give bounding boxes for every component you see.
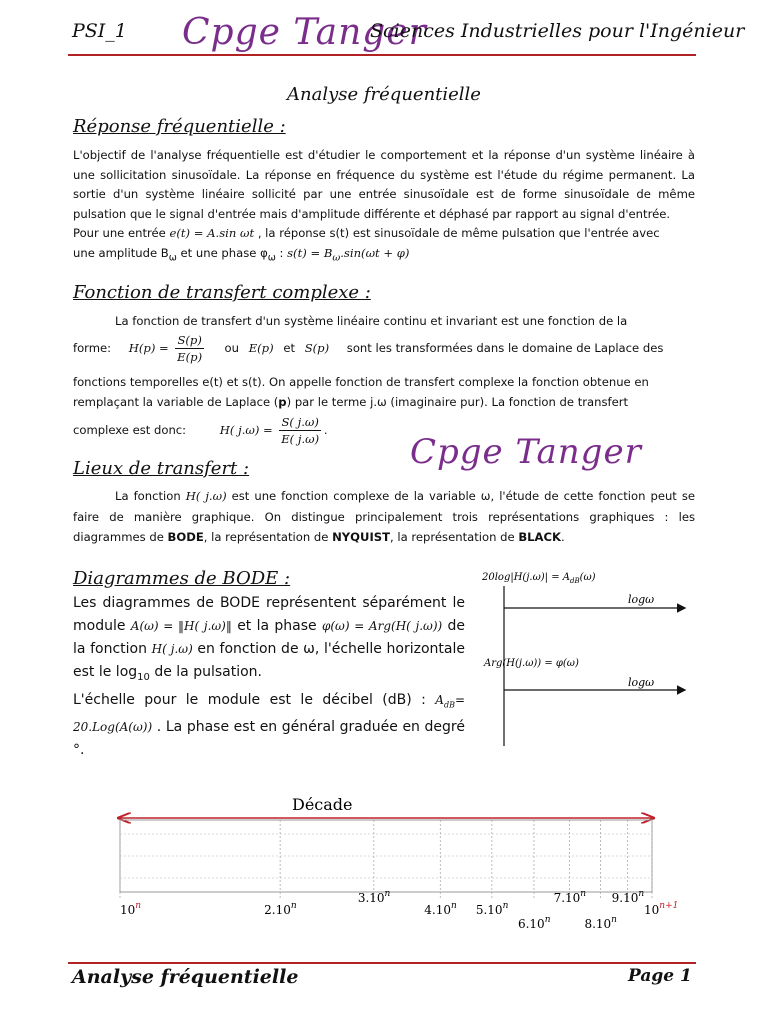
text: p <box>278 394 287 409</box>
decade-tick-label <box>120 901 141 917</box>
text: A <box>435 692 444 707</box>
fraction-S-over-E-jw <box>279 414 320 447</box>
header-class-label: PSI_1 <box>72 20 127 42</box>
text: BLACK <box>518 530 562 544</box>
decade-tick-base: 3.10 <box>357 891 385 905</box>
decade-tick-exponent: n <box>384 889 391 899</box>
text: Les diagrammes de BODE représentent séparément le module <box>73 595 465 634</box>
decade-tick-label <box>476 901 509 917</box>
decade-tick-exponent: n <box>544 915 551 925</box>
text: E( j.ω) <box>281 432 320 446</box>
text: φ(ω) = Arg(H( j.ω)) <box>321 619 443 633</box>
footer-rule <box>68 962 696 964</box>
text: dB <box>443 700 455 710</box>
text: remplaçant la variable de Laplace ( <box>73 394 279 409</box>
decade-tick-exponent: n <box>611 915 617 925</box>
text: ω <box>267 251 276 263</box>
decade-tick-label <box>264 901 297 917</box>
section-title-fonction-transfert: Fonction de transfert complexe : <box>73 282 371 303</box>
watermark-logo: Cpge Tanger <box>410 432 642 472</box>
text: , la réponse s(t) est sinusoïdale de même pulsation que l'entrée avec <box>257 226 660 240</box>
header-rule <box>68 54 696 56</box>
paragraph-reponse-text: L'objectif de l'analyse fréquentielle est d'étudier le comportement et la réponse d'un système linéaire à une sollicitation sinusoïdale. La réponse en fréquence du système est l'étude du régime permanent. La sortie d'un système linéaire sollicité par une entrée sinusoïdale est de forme sinusoïdale de même pulsation que le signal d'entrée mais d'amplitude différente et déphasé par rapport au signal d'entrée. <box>73 148 695 221</box>
footer-title: Analyse fréquentielle <box>72 966 299 988</box>
decade-tick-label <box>358 889 391 905</box>
text: ω <box>332 251 341 263</box>
text: , la représentation de <box>390 530 515 544</box>
top-axis-logw-label: logω <box>628 593 655 606</box>
decade-tick-base: 10 <box>120 903 136 917</box>
text: de la fonction <box>73 618 466 657</box>
text: . La phase est en général graduée en degré °. <box>73 719 465 759</box>
decade-tick-base: 7.10 <box>553 891 581 905</box>
text: NYQUIST <box>332 530 391 544</box>
text: . <box>323 423 328 437</box>
text: H( j.ω) <box>185 489 227 503</box>
decade-tick-base: 5.10 <box>475 903 503 917</box>
fraction-S-over-E <box>175 332 203 365</box>
decade-tick-exponent: n <box>135 901 142 911</box>
page-title: Analyse fréquentielle <box>287 84 481 105</box>
text: sont les transformées dans le domaine de Laplace des <box>346 341 664 355</box>
text: fonctions temporelles e(t) et s(t). On appelle fonction de transfert complexe la fonction obtenue en <box>73 375 649 389</box>
decade-tick-base: 6.10 <box>517 917 545 931</box>
paragraph-fonction-transfert <box>73 311 695 331</box>
text: ) par le terme j.ω (imaginaire pur). La fonction de transfert <box>286 394 629 409</box>
equation-input: e(t) = A.sin ωt <box>169 226 255 240</box>
text: .sin(ωt + φ) <box>340 245 410 260</box>
bode-axes-diagram <box>476 566 692 754</box>
text: La fonction de transfert d'un système linéaire continu et invariant est une fonction de la <box>115 314 628 328</box>
equation-output <box>287 245 410 263</box>
formula-line-H-p <box>73 332 695 368</box>
paragraph-fonction-transfert-2 <box>73 373 695 412</box>
text: H( j.ω) = <box>219 423 273 437</box>
text: BODE <box>167 530 204 544</box>
bottom-axis-logw-label: logω <box>628 676 655 689</box>
decade-label: Décade <box>292 795 353 814</box>
text: S(p) <box>177 333 202 347</box>
section-title-bode: Diagrammes de BODE : <box>73 568 291 589</box>
text: en fonction de ω, l'échelle horizontale est le log <box>73 641 465 680</box>
decade-tick-label <box>518 915 551 931</box>
text: une amplitude B <box>73 245 169 260</box>
text: E(p) <box>248 341 274 355</box>
text: est une fonction complexe de la variable ω, l'étude de cette fonction peut se faire de manière graphique. On distingue principalement trois représentations graphiques : les diagrammes de <box>73 489 696 544</box>
text: , la représentation de <box>203 530 329 544</box>
decade-tick-label <box>612 889 645 905</box>
text: 20log|H(j.ω)| = A <box>482 572 570 583</box>
text: Pour une entrée <box>73 226 166 240</box>
decade-log-scale <box>96 790 679 940</box>
header-logo: Cpge Tanger <box>182 12 427 53</box>
text: S( j.ω) <box>281 415 319 429</box>
decade-tick-exponent: n <box>290 901 297 911</box>
decade-tick-label <box>554 889 587 905</box>
paragraph-reponse <box>73 146 695 267</box>
text: = 20.Log(A(ω)) <box>73 692 466 735</box>
text: dB <box>570 577 580 585</box>
text: . <box>561 530 565 544</box>
text: A(ω) = ‖H( j.ω)‖ <box>130 619 232 633</box>
text: H(p) = <box>128 341 169 355</box>
header-subject: Sciences Industrielles pour l'Ingénieur <box>370 20 745 42</box>
text: (ω) <box>579 572 596 583</box>
text: et une phase φ <box>180 245 268 260</box>
decade-tick-exponent: n+1 <box>659 901 679 911</box>
phase-axis-label: Arg(H(j.ω)) = φ(ω) <box>484 658 579 669</box>
text: 10 <box>137 671 150 683</box>
text: La fonction <box>115 489 181 503</box>
text: et la phase <box>237 618 317 634</box>
decade-tick-label <box>424 901 457 917</box>
decade-tick-exponent: n <box>451 901 457 911</box>
text: complexe est donc: <box>73 423 187 437</box>
text: forme: <box>73 341 112 355</box>
text: s(t) = B <box>287 245 333 260</box>
text: E(p) <box>177 350 203 364</box>
text: ω <box>168 251 177 263</box>
decade-tick-exponent: n <box>638 889 645 899</box>
text: S(p) <box>304 341 330 355</box>
decade-tick-exponent: n <box>502 901 509 911</box>
section-title-reponse: Réponse fréquentielle : <box>73 116 286 137</box>
section-title-lieux: Lieux de transfert : <box>73 458 250 479</box>
text: H( j.ω) <box>151 642 193 656</box>
decade-tick-base: 2.10 <box>264 903 291 917</box>
magnitude-axis-label <box>481 572 596 585</box>
decade-tick-label <box>644 901 678 917</box>
decade-tick-base: 8.10 <box>584 917 612 931</box>
paragraph-lieux <box>73 486 695 548</box>
decade-tick-exponent: n <box>580 889 587 899</box>
page-number: Page 1 <box>628 966 692 986</box>
decade-tick-base: 4.10 <box>424 903 452 917</box>
decade-tick-base: 9.10 <box>611 891 639 905</box>
text: et <box>283 341 295 355</box>
paragraph-bode <box>73 592 465 762</box>
text: L'échelle pour le module est le décibel (dB) : <box>73 691 426 708</box>
decade-tick-base: 10 <box>644 903 660 917</box>
text: ou <box>224 341 239 355</box>
text: : <box>279 245 284 260</box>
decade-tick-label <box>584 915 617 931</box>
text: de la pulsation. <box>154 664 263 680</box>
